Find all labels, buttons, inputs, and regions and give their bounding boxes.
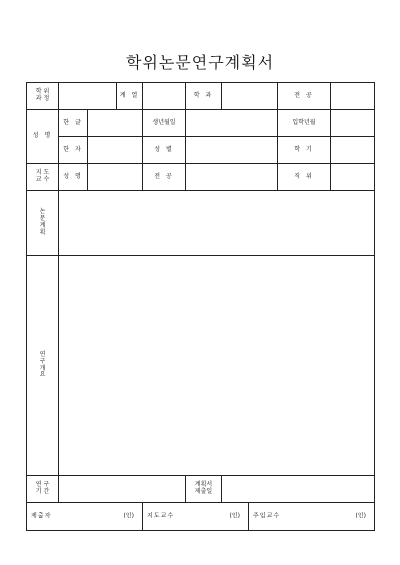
page-title: 학위논문연구계획서 — [125, 53, 275, 72]
major-value[interactable] — [331, 83, 375, 110]
gender-value[interactable] — [186, 137, 278, 164]
submitter-label: 제출자 — [31, 512, 52, 520]
chief-advisor-label: 주임교수 — [253, 512, 281, 520]
advisor-label: 지 도 교 수 — [27, 164, 59, 191]
advisor-seal: (인) — [229, 512, 240, 520]
chief-advisor-signature[interactable] — [249, 503, 375, 531]
research-overview-label: 연 구 개 요 — [27, 256, 59, 476]
track-value[interactable] — [143, 83, 186, 110]
gender-label: 성 별 — [143, 137, 186, 164]
hangul-label: 한 글 — [59, 110, 88, 137]
degree-course-label: 학 위 과 정 — [27, 83, 59, 110]
birthdate-value[interactable] — [186, 110, 278, 137]
hangul-name-value[interactable] — [88, 110, 143, 137]
research-period-label: 연 구 기 간 — [27, 476, 59, 503]
advisor-name-label: 성 명 — [59, 164, 88, 191]
submitter-signature[interactable] — [27, 503, 143, 531]
thesis-plan-label: 논 문 계 획 — [27, 191, 59, 256]
semester-label: 학 기 — [278, 137, 331, 164]
submitter-seal: (인) — [123, 512, 134, 520]
advisor-position-label: 직 위 — [278, 164, 331, 191]
advisor-major-value[interactable] — [186, 164, 278, 191]
department-value[interactable] — [222, 83, 278, 110]
plan-submit-date-label: 계획서 제출일 — [186, 476, 222, 503]
research-period-value[interactable] — [59, 476, 186, 503]
degree-course-value[interactable] — [59, 83, 117, 110]
advisor-signature-label: 지도교수 — [147, 512, 175, 520]
chief-advisor-seal: (인) — [355, 512, 366, 520]
major-label: 전 공 — [278, 83, 331, 110]
admission-label: 입학년월 — [278, 110, 331, 137]
track-label: 계 열 — [117, 83, 143, 110]
hanja-label: 한 자 — [59, 137, 88, 164]
research-plan-form — [26, 82, 375, 531]
hanja-name-value[interactable] — [88, 137, 143, 164]
admission-value[interactable] — [331, 110, 375, 137]
name-label: 성 명 — [27, 110, 59, 164]
thesis-plan-field[interactable] — [59, 191, 375, 256]
advisor-major-label: 전 공 — [143, 164, 186, 191]
advisor-name-value[interactable] — [88, 164, 143, 191]
advisor-signature[interactable] — [143, 503, 249, 531]
plan-submit-date-value[interactable] — [222, 476, 375, 503]
research-overview-field[interactable] — [59, 256, 375, 476]
semester-value[interactable] — [331, 137, 375, 164]
birthdate-label: 생년월일 — [143, 110, 186, 137]
advisor-position-value[interactable] — [331, 164, 375, 191]
department-label: 학 과 — [186, 83, 222, 110]
